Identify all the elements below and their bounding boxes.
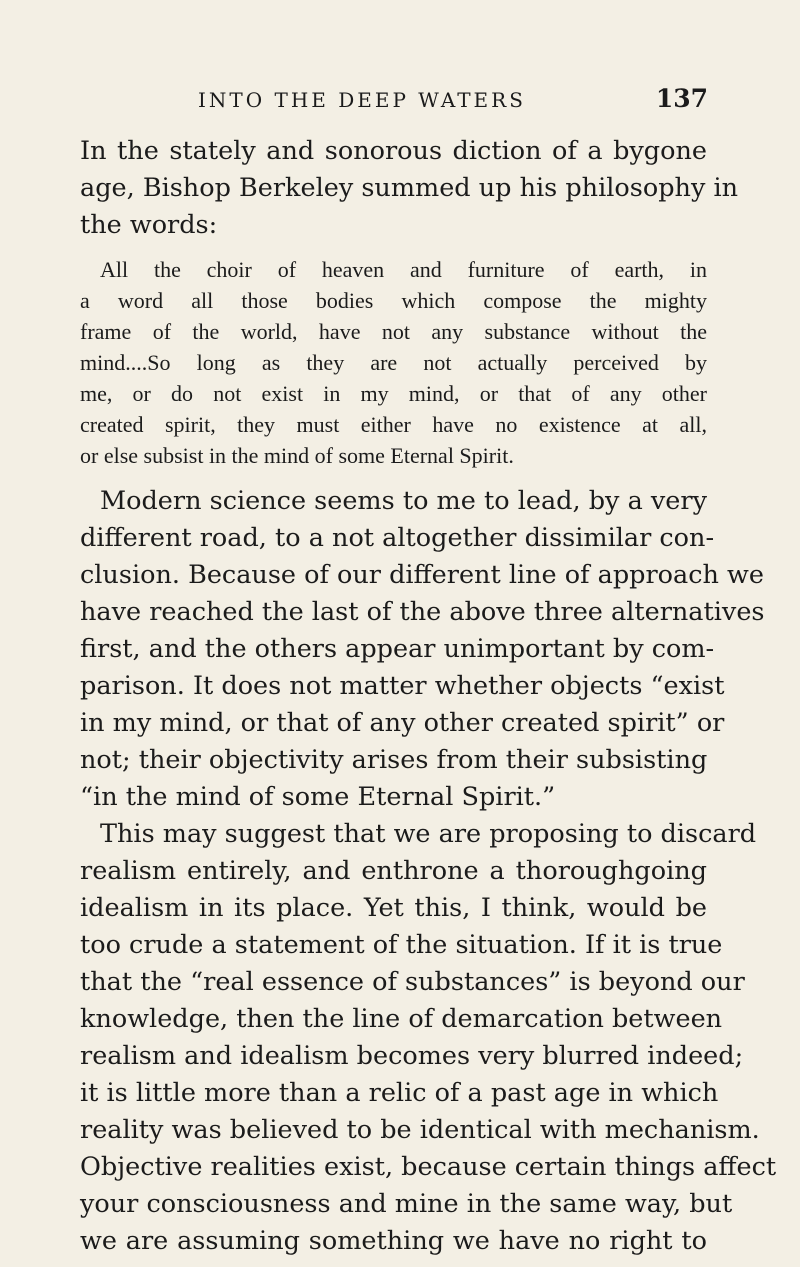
- paragraph-2-line: different road, to a not altogether dissimilar con-: [80, 523, 715, 553]
- paragraph-3-line: that the “real essence of substances” is beyond our: [80, 967, 745, 997]
- quotation-line: or else subsist in the mind of some Eternal Spirit.: [80, 443, 514, 468]
- page-number: 137: [655, 84, 708, 113]
- paragraph-2-line: parison. It does not matter whether objects “exist: [80, 671, 725, 701]
- paragraph-3-line: idealism in its place. Yet this, I think, would be: [80, 893, 707, 923]
- paragraph-3-line: knowledge, then the line of demarcation between: [80, 1004, 723, 1034]
- paragraph-3-line: reality was believed to be identical with mechanism.: [80, 1115, 760, 1145]
- paragraph-2-line: clusion. Because of our different line of approach we: [80, 560, 764, 590]
- running-head: INTO THE DEEP WATERS: [198, 88, 526, 112]
- paragraph-1-line: the words:: [80, 210, 218, 240]
- paragraph-1-line: In the stately and sonorous diction of a bygone: [80, 136, 707, 166]
- paragraph-1-line: age, Bishop Berkeley summed up his philosophy in: [80, 173, 739, 203]
- paragraph-3-line: we are assuming something we have no right to: [80, 1226, 707, 1256]
- paragraph-3-line: Objective realities exist, because certain things affect: [80, 1152, 777, 1182]
- paragraph-3-line: This may suggest that we are proposing to discard: [100, 819, 757, 849]
- paragraph-2-line: not; their objectivity arises from their subsisting: [80, 745, 708, 775]
- paragraph-2-line: have reached the last of the above three alternatives: [80, 597, 765, 627]
- paragraph-2-line: in my mind, or that of any other created spirit” or: [80, 708, 725, 738]
- quotation-line: frame of the world, have not any substance without the: [80, 319, 707, 344]
- paragraph-3-line: realism and idealism becomes very blurred indeed;: [80, 1041, 744, 1071]
- paragraph-3-line: too crude a statement of the situation. If it is true: [80, 930, 723, 960]
- paragraph-3-line: it is little more than a relic of a past age in which: [80, 1078, 719, 1108]
- quotation-line: me, or do not exist in my mind, or that of any other: [80, 381, 707, 406]
- paragraph-2-line: Modern science seems to me to lead, by a very: [100, 486, 707, 516]
- paragraph-3-line: realism entirely, and enthrone a thoroughgoing: [80, 856, 707, 886]
- paragraph-2-line: “in the mind of some Eternal Spirit.”: [80, 782, 556, 812]
- quotation-line: mind....So long as they are not actually perceived by: [80, 350, 707, 375]
- quotation-line: a word all those bodies which compose the mighty: [80, 288, 707, 313]
- quotation-line: All the choir of heaven and furniture of earth, in: [100, 257, 707, 282]
- paragraph-2-line: first, and the others appear unimportant by com-: [80, 634, 715, 664]
- page-header: [174, 82, 708, 116]
- paragraph-3-line: your consciousness and mine in the same way, but: [80, 1189, 733, 1219]
- quotation-line: created spirit, they must either have no existence at all,: [80, 412, 707, 437]
